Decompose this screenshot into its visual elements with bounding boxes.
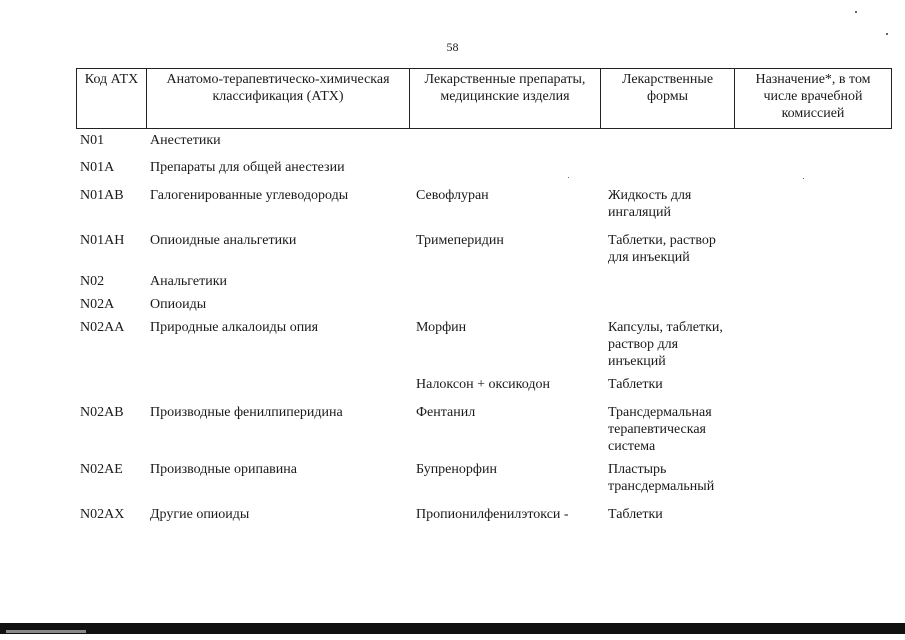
atx-classification: Производные фенилпиперидина (150, 405, 343, 420)
atx-classification: Препараты для общей анестезии (150, 160, 345, 175)
dosage-form: Капсулы, таблетки, раствор для инъекций (608, 320, 723, 369)
drug-name: Морфин (416, 320, 467, 335)
atx-code: N01AH (80, 233, 125, 248)
header-drugs: Лекарственные препараты, медицинские изделия (410, 69, 601, 129)
dosage-form: Таблетки, раствор для инъекций (608, 233, 716, 265)
dosage-form: Жидкость для ингаляций (608, 188, 692, 220)
dosage-form: Пластырь трансдермальный (608, 462, 715, 494)
atx-classification: Природные алкалоиды опия (150, 320, 319, 335)
dosage-form: Трансдермальная терапевтическая система (608, 405, 712, 454)
atx-code: N02AA (80, 320, 125, 335)
header-atx-classification: Анатомо-терапевтическо-химическая классификация (АТХ) (147, 69, 410, 129)
drug-name: Тримеперидин (416, 233, 504, 248)
dosage-form: Таблетки (608, 377, 663, 392)
atx-classification: Анестетики (150, 133, 221, 148)
atx-classification: Галогенированные углеводороды (150, 188, 349, 203)
atx-code: N02 (80, 274, 105, 289)
atx-classification: Анальгетики (150, 274, 227, 289)
header-atx-code: Код АТХ (77, 69, 147, 129)
atx-classification: Опиоиды (150, 297, 207, 312)
atx-code: N02AX (80, 507, 125, 522)
drug-name: Бупренорфин (416, 462, 497, 477)
header-dosage-forms: Лекарственные формы (601, 69, 735, 129)
dosage-form: Таблетки (608, 507, 663, 522)
atx-classification: Производные орипавина (150, 462, 297, 477)
header-prescription: Назначение*, в том числе врачебной комиссией (735, 69, 892, 129)
atx-classification: Другие опиоиды (150, 507, 250, 522)
atx-code: N01 (80, 133, 105, 148)
atx-code: N01AB (80, 188, 124, 203)
drug-name: Пропионилфенилэтокси - (416, 507, 569, 522)
drug-name: Севофлуран (416, 188, 489, 203)
atx-code: N02AB (80, 405, 124, 420)
drug-name: Налоксон + оксикодон (416, 377, 550, 392)
atx-code: N01A (80, 160, 115, 175)
drug-name: Фентанил (416, 405, 476, 420)
atx-classification: Опиоидные анальгетики (150, 233, 297, 248)
scan-edge-artifact (6, 630, 86, 633)
page-number: 58 (446, 40, 459, 54)
atx-code: N02A (80, 297, 115, 312)
scan-edge-bar (0, 623, 905, 634)
atx-code: N02AE (80, 462, 123, 477)
